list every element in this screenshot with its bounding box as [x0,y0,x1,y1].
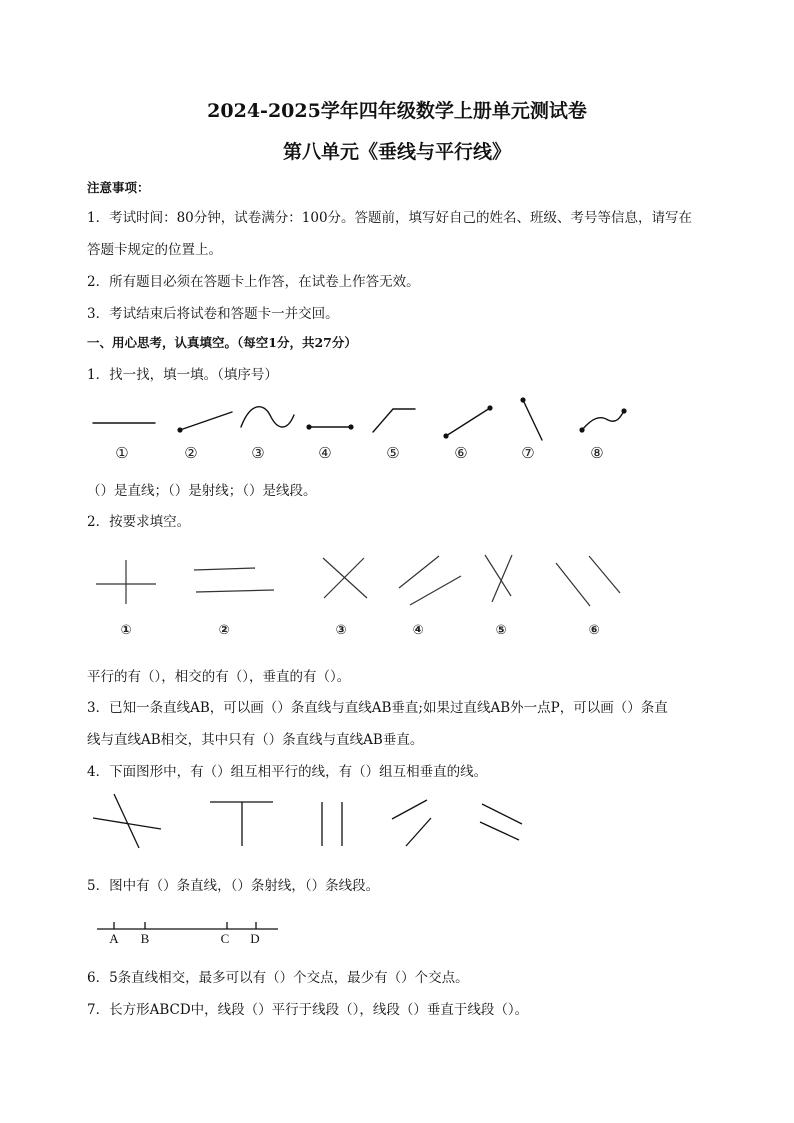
q1-fig-7-endpoint [520,397,525,402]
q1-label-4: ④ [318,444,332,462]
q2-fig-6-b [589,556,620,593]
q2-label-5: ⑤ [495,623,507,638]
q4-fig-4-a [392,800,427,819]
q4-fig-5-b [480,822,519,840]
q2-fig-2-a [194,568,255,570]
q2-label-3: ③ [335,623,347,638]
question-2-answer: 平行的有（），相交的有（），垂直的有（）。 [87,669,351,685]
q4-fig-1-a [114,794,139,848]
notice-heading: 注意事项： [87,180,150,195]
q2-label-2: ② [218,623,230,638]
question-4: 4．下面图形中，有（）组互相平行的线，有（）组互相垂直的线。 [87,764,488,780]
question-1: 1．找一找，填一填。（填序号） [87,367,278,383]
question-7: 7．长方形ABCD中，线段（）平行于线段（），线段（）垂直于线段（）。 [87,1002,529,1018]
question-1-answer: （）是直线；（）是射线；（）是线段。 [87,483,317,499]
q4-fig-1-b [93,818,161,829]
q4-fig-4-b [406,818,431,846]
q2-fig-6-a [556,563,590,606]
q1-fig-2-ray [180,412,232,430]
q2-fig-2-b [196,590,274,592]
q1-label-7: ⑦ [521,444,535,462]
q1-fig-7-ray [523,400,542,440]
notice-item-3: 3．考试结束后将试卷和答题卡一并交回。 [87,306,339,322]
section-1-heading: 一、用心思考，认真填空。（每空1分，共27分） [87,335,357,350]
question-3b: 线与直线AB相交，其中只有（）条直线与直线AB垂直。 [87,732,424,748]
q1-fig-4-endpoint-b [348,424,353,429]
q2-fig-5-b [492,555,512,602]
q1-label-3: ③ [251,444,265,462]
notice-item-2: 2．所有题目必须在答题卡上作答，在试卷上作答无效。 [87,274,420,290]
q1-fig-6-endpoint-b [487,405,492,410]
q1-fig-6-endpoint-a [443,433,448,438]
q1-fig-2-endpoint [177,427,182,432]
page-subtitle: 第八单元《垂线与平行线》 [282,141,511,163]
q1-fig-8-endpoint-a [579,427,584,432]
q1-label-8: ⑧ [590,444,604,462]
question-3a: 3．已知一条直线AB，可以画（）条直线与直线AB垂直;如果过直线AB外一点P，可以画（）条直 [87,700,668,716]
q1-label-1: ① [115,444,129,462]
q1-fig-6-segment [446,408,490,436]
q1-fig-3-curve [241,407,294,427]
q2-label-4: ④ [412,623,424,638]
q1-label-6: ⑥ [454,444,468,462]
q2-fig-5-a [485,555,511,596]
q1-fig-8-endpoint-b [621,408,626,413]
q2-label-1: ① [120,623,132,638]
q1-label-5: ⑤ [386,444,400,462]
q1-fig-5-polyline [373,409,415,432]
question-2: 2．按要求填空。 [87,514,191,530]
question-6: 6．5条直线相交，最多可以有（）个交点，最少有（）个交点。 [87,970,469,986]
q2-fig-4-a [399,556,439,588]
q2-fig-4-b [410,576,461,605]
q1-label-2: ② [184,444,198,462]
q5-point-a: A [109,931,119,946]
page-title: 2024-2025学年四年级数学上册单元测试卷 [207,100,587,122]
notice-item-1b: 答题卡规定的位置上。 [87,242,222,258]
q1-fig-4-endpoint-a [306,424,311,429]
q2-label-6: ⑥ [588,623,600,638]
q4-fig-5-a [482,804,522,824]
notice-item-1a: 1．考试时间：80分钟，试卷满分：100分。答题前，填写好自己的姓名、班级、考号等信息，请写在 [87,210,693,226]
q1-fig-8-curve [582,411,624,430]
q5-point-c: C [220,931,230,946]
question-5: 5．图中有（）条直线，（）条射线，（）条线段。 [87,878,380,894]
q5-point-d: D [250,931,260,946]
q5-point-b: B [140,931,150,946]
